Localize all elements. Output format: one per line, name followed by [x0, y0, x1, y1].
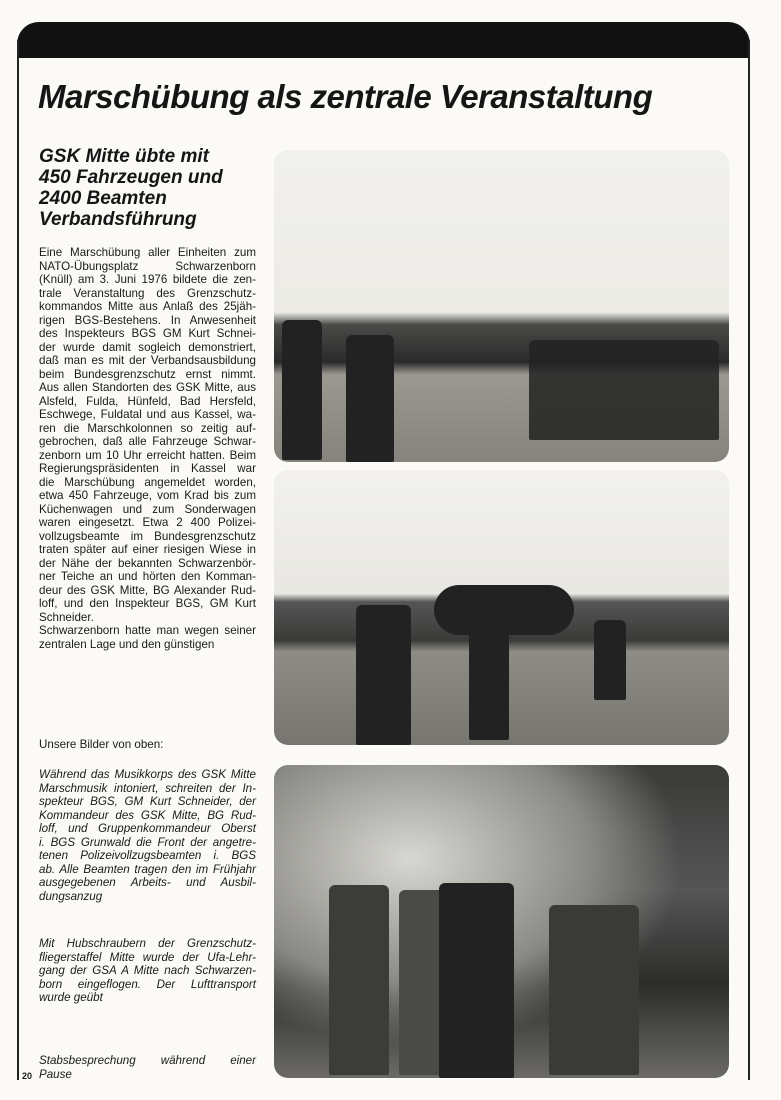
- text-line: 450 Fahrzeugen und: [39, 167, 223, 188]
- text-line: zentralen Lage und den günstigen: [39, 637, 215, 651]
- text-line: Stabsbesprechung während einer: [39, 1054, 256, 1067]
- text-line: des Inspekteurs BGS GM Kurt Schnei-: [39, 327, 256, 340]
- text-line: dungsanzug: [39, 889, 103, 903]
- text-line: Verbandsführung: [39, 209, 197, 230]
- text-line: Kommandeur des GSK Mitte, BG Rud-: [39, 808, 256, 822]
- text-line: ner Teiche an und hörten den Komman-: [39, 570, 256, 583]
- text-line: traten später auf einer riesigen Wiese in: [39, 543, 256, 556]
- subheadline: [39, 146, 269, 230]
- text-line: Mit Hubschraubern der Grenzschutz-: [39, 937, 256, 950]
- text-line: vollzugsbeamte im Bundesgrenzschutz: [39, 529, 256, 543]
- text-line: Während das Musikkorps des GSK Mitte: [39, 768, 256, 781]
- text-line: die Marschübung angemeldet worden,: [39, 475, 256, 489]
- text-line: 2400 Beamten: [39, 188, 167, 209]
- text-line: ren die Marschkolonnen so zeitig auf-: [39, 421, 256, 435]
- text-line: loff, und Gruppenkommandeur Oberst: [39, 822, 256, 835]
- text-line: Marschmusik intoniert, schreiten der In-: [39, 781, 256, 795]
- photo-helicopter-landing: [274, 470, 729, 745]
- text-line: ausgegebenen Arbeits- und Ausbil-: [39, 876, 256, 889]
- text-line: der wurde damit sogleich demonstriert,: [39, 340, 256, 354]
- text-line: etwa 450 Fahrzeuge, vom Krad bis zum: [39, 489, 256, 502]
- text-line: Regierungspräsidenten in Kassel war: [39, 462, 256, 475]
- text-line: deur des GSK Mitte, BG Alexander Rud-: [39, 583, 256, 597]
- text-line: wurde geübt: [39, 991, 103, 1004]
- page-number: 20: [22, 1071, 33, 1081]
- text-line: (Knüll) am 3. Juni 1976 bildete die zen-: [39, 273, 256, 286]
- captions-intro: Unsere Bilder von oben:: [39, 738, 164, 751]
- caption-photo-1: [39, 768, 256, 903]
- text-line: spekteur BGS, GM Kurt Schneider, der: [39, 795, 256, 808]
- text-line: loff, und den Inspekteur BGS, GM Kurt: [39, 597, 256, 610]
- text-line: born eingeflogen. Der Lufttransport: [39, 977, 256, 991]
- frame-right: [748, 40, 750, 1080]
- caption-photo-3: [39, 1054, 256, 1081]
- article-body: [39, 246, 256, 651]
- text-line: rigen BGS-Bestehens. In Anwesenheit: [39, 313, 256, 327]
- text-line: Eschwege, Fuldatal und aus Kassel, wa-: [39, 408, 256, 421]
- text-line: NATO-Übungsplatz Schwarzenborn: [39, 259, 256, 273]
- text-line: Schneider.: [39, 610, 94, 624]
- header-bar: [17, 22, 750, 58]
- text-line: i. BGS Grunwald die Front der angetre-: [39, 835, 256, 849]
- text-line: tenen Polizeivollzugsbeamten i. BGS: [39, 849, 256, 862]
- text-line: der Nähe der bekannten Schwarzenbör-: [39, 556, 256, 570]
- text-line: Küchenwagen und zum Sonderwagen: [39, 502, 256, 516]
- text-line: gang der GSA A Mitte nach Schwarzen-: [39, 964, 256, 977]
- text-line: Eine Marschübung aller Einheiten zum: [39, 246, 256, 259]
- photo-staff-meeting: [274, 765, 729, 1078]
- text-line: Aus allen Standorten des GSK Mitte, aus: [39, 381, 256, 394]
- frame-left: [17, 40, 19, 1080]
- text-line: daß man es mit der Verbandsausbildung: [39, 354, 256, 367]
- text-line: beim Bundesgrenzschutz ernst nimmt.: [39, 367, 256, 381]
- headline: Marschübung als zentrale Veranstaltung: [38, 78, 653, 115]
- photo-parade-inspection: [274, 150, 729, 462]
- text-line: Pause: [39, 1067, 72, 1081]
- text-line: fliegerstaffel Mitte wurde der Ufa-Lehr-: [39, 950, 256, 964]
- text-line: waren eingesetzt. Etwa 2 400 Polizei-: [39, 516, 256, 529]
- text-line: ab. Alle Beamten tragen den im Frühjahr: [39, 862, 256, 876]
- text-line: zenborn um 10 Uhr erreicht hatten. Beim: [39, 448, 256, 462]
- caption-photo-2: [39, 937, 256, 1005]
- text-line: Schwarzenborn hatte man wegen seiner: [39, 624, 256, 637]
- text-line: GSK Mitte übte mit: [39, 146, 209, 167]
- text-line: Alsfeld, Fulda, Hünfeld, Bad Hersfeld,: [39, 394, 256, 408]
- text-line: trale Veranstaltung des Grenzschutz-: [39, 286, 256, 300]
- text-line: kommandos Mitte aus Anlaß des 25jäh-: [39, 300, 256, 313]
- text-line: gebrochen, daß alle Fahrzeuge Schwar-: [39, 435, 256, 448]
